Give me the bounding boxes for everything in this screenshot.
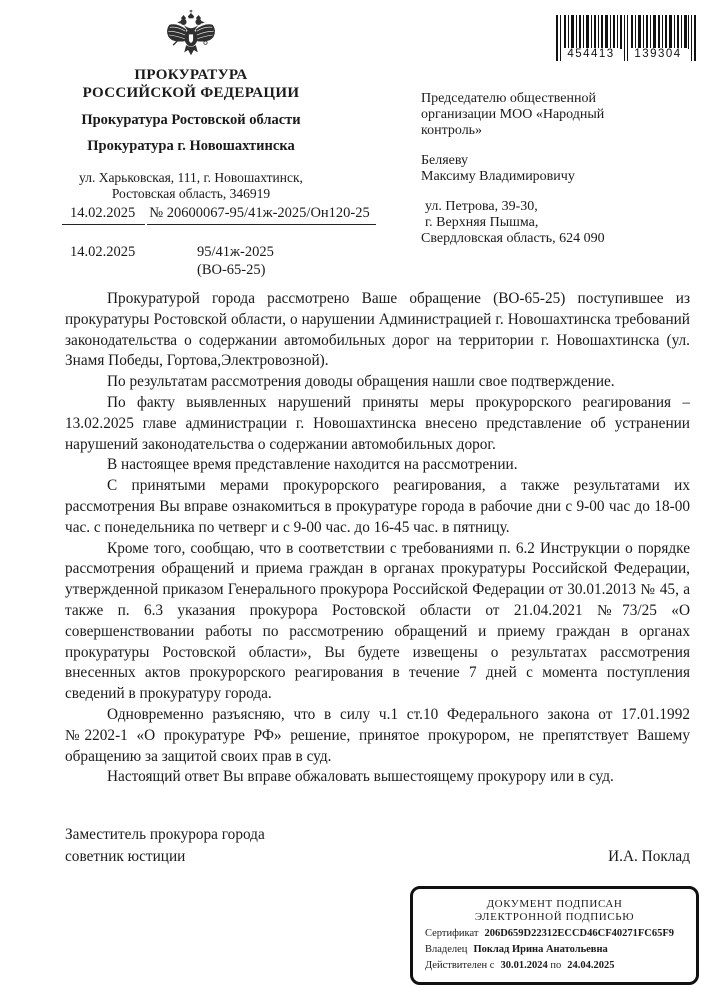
validity-from: 30.01.2024	[500, 960, 548, 971]
city-office-title: Прокуратура г. Новошахтинска	[87, 138, 295, 154]
barcode-digits-right: 139304	[629, 48, 687, 61]
stamp-title-line2: ЭЛЕКТРОННОЙ ПОДПИСЬЮ	[474, 911, 635, 923]
org-title-line1: ПРОКУРАТУРА	[134, 67, 248, 83]
signer-position-line2-row	[65, 846, 690, 868]
addressee-org-line3: контроль»	[421, 123, 483, 138]
region-office-title: Прокуратура Ростовской области	[81, 112, 301, 128]
org-title	[40, 66, 342, 102]
addressee-org-line2: организации МОО «Народный	[421, 107, 605, 122]
stamp-validity-row	[425, 959, 696, 972]
addressee-address-line1: ул. Петрова, 39-30,	[425, 199, 538, 214]
org-title-line2: РОССИЙСКОЙ ФЕДЕРАЦИИ	[82, 85, 300, 101]
validity-to: 24.04.2025	[567, 960, 615, 971]
signer-name: И.А. Поклад	[608, 848, 690, 865]
number-sign: №	[149, 205, 164, 221]
russia-coat-of-arms-icon	[162, 8, 220, 62]
body-paragraph: В настоящее время представление находится на рассмотрении.	[107, 456, 518, 474]
body-paragraph: С принятыми мерами прокурорского реагирования, а также результатами их рассмотрения Вы вправе ознакомиться в прокуратуре города в рабочие дни с 9-00 час до 18-00 час. с понедельника по четверг и с 9-00 час. до 16-45 час. в пятницу.	[65, 477, 690, 536]
validity-mid: по	[550, 960, 562, 971]
addressee-org-line1: Председателю общественной	[421, 91, 596, 106]
addressee-block	[421, 91, 676, 261]
signature-block	[65, 824, 690, 868]
case-date: 14.02.2025	[70, 244, 136, 260]
case-number: 95/41ж-2025	[197, 244, 274, 260]
stamp-title	[413, 898, 696, 924]
case-ref: (ВО-65-25)	[197, 262, 266, 278]
addressee-address	[421, 199, 676, 247]
certificate-value: 206D659D22312ECCD46CF40271FC65F9	[484, 928, 675, 939]
electronic-signature-stamp	[410, 886, 699, 985]
stamp-owner-row	[425, 943, 696, 956]
addressee-given-names: Максиму Владимировичу	[421, 169, 575, 184]
barcode-digits-left: 454413	[562, 48, 620, 61]
body-paragraph: Одновременно разъясняю, что в силу ч.1 ст.10 Федерального закона от 17.01.1992 №2202-1 «О прокуратуре РФ» решение, принятое прокурором, не препятствует Вашему обращению за защитой своих прав в суд.	[65, 705, 690, 765]
signer-position-line2: советник юстиции	[65, 848, 186, 865]
registration-date: 14.02.2025	[62, 205, 145, 225]
signer-position-line1: Заместитель прокурора города	[65, 826, 265, 843]
registration-number	[147, 205, 376, 225]
owner-label: Владелец	[425, 944, 468, 955]
case-number-block	[197, 243, 274, 279]
sender-address-line1: ул. Харьковская, 111, г. Новошахтинск,	[79, 170, 303, 185]
body-paragraph: Прокуратурой города рассмотрено Ваше обращение (ВО-65-25) поступившее из прокуратуры Ростовской области, о нарушении Администрацией г. Новошахтинска требований законодательства о содержании автомобильных дорог на территории г. Новошахтинска (ул. Знамя Победы, Гортова,Электровозной).	[65, 290, 690, 370]
addressee-name	[421, 153, 676, 185]
sender-address	[40, 170, 342, 202]
body-paragraph: Настоящий ответ Вы вправе обжаловать вышестоящему прокурору или в суд.	[107, 768, 614, 786]
postal-barcode	[556, 15, 697, 62]
addressee-address-line3: Свердловская область, 624 090	[421, 231, 605, 246]
certificate-label: Сертификат	[425, 928, 479, 939]
body-paragraph: По результатам рассмотрения доводы обращения нашли свое подтверждение.	[107, 373, 615, 391]
addressee-surname: Беляеву	[421, 153, 469, 168]
registration-number-value: 20600067-95/41ж-2025/Он120-25	[166, 205, 370, 221]
case-reference-block	[70, 243, 274, 279]
registration-line	[62, 205, 376, 225]
validity-label: Действителен с	[425, 960, 495, 971]
owner-value: Поклад Ирина Анатольевна	[473, 944, 608, 955]
addressee-address-line2: г. Верхняя Пышма,	[425, 215, 539, 230]
addressee-organization	[421, 91, 676, 139]
stamp-certificate-row	[425, 927, 696, 940]
sender-address-line2: Ростовская область, 346919	[111, 186, 271, 201]
letter-body	[65, 289, 690, 788]
body-paragraph: Кроме того, сообщаю, что в соответствии с требованиями п. 6.2 Инструкции о порядке рассмотрения обращений и приема граждан в органах прокуратуры Российской Федерации, утвержденной приказом Генерального прокурора Российской Федерации от 30.01.2013 № 45, а также п. 6.3 указания прокурора Ростовской области от 21.04.2021 №73/25 «О совершенствовании работы по рассмотрению обращений и приему граждан в органах прокуратуры Ростовской области», Вы будете извещены о результатах рассмотрения внесенных актов прокурорского реагирования в течение 7 дней с момента поступления сведений в прокуратуру города.	[65, 539, 690, 703]
stamp-title-line1: ДОКУМЕНТ ПОДПИСАН	[486, 898, 623, 910]
body-paragraph: По факту выявленных нарушений приняты меры прокурорского реагирования – 13.02.2025 главе администрации г. Новошахтинска внесено представление об устранении нарушений законодательства о содержании автомобильных дорог.	[65, 393, 690, 453]
